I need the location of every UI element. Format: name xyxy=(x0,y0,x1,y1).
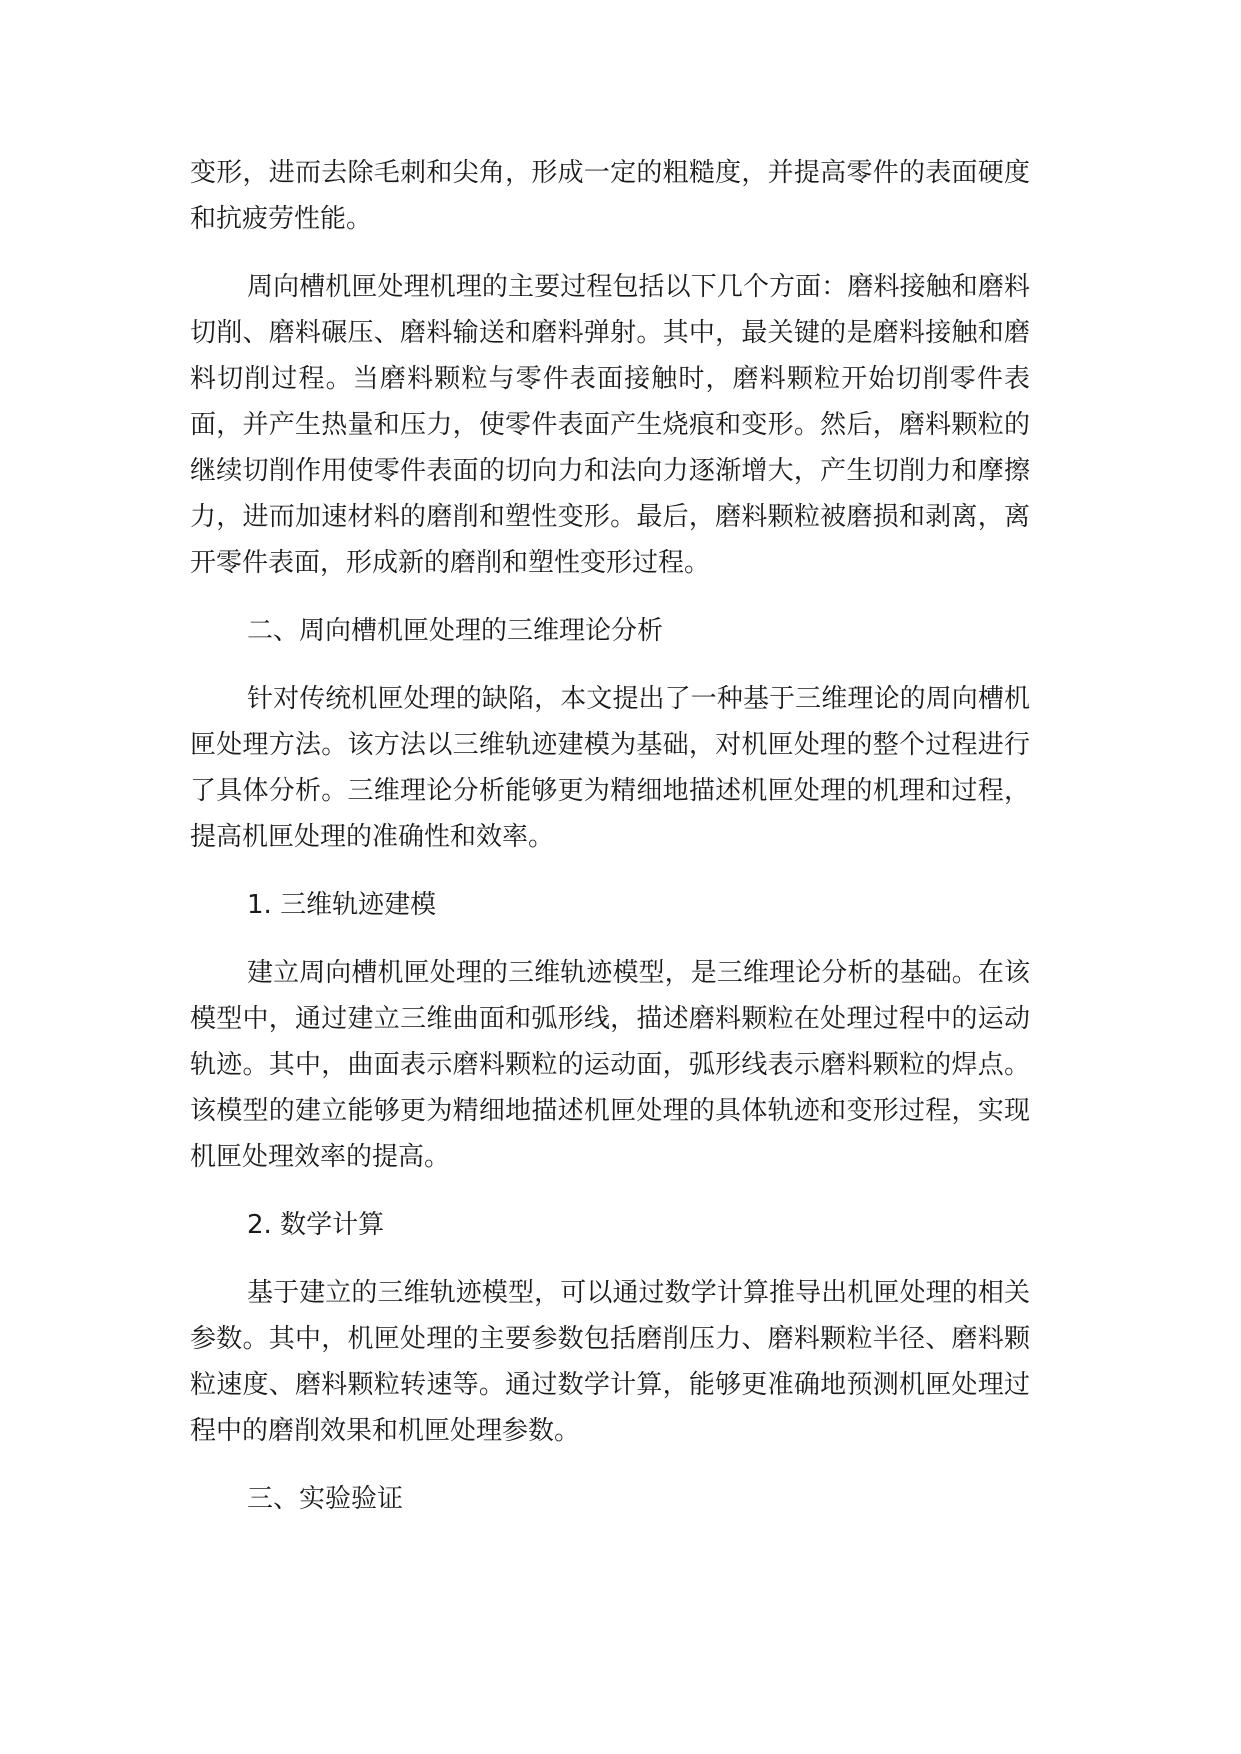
paragraph-3d-method: 针对传统机匣处理的缺陷，本文提出了一种基于三维理论的周向槽机匣处理方法。该方法以三维轨迹建模为基础，对机匣处理的整个过程进行了具体分析。三维理论分析能够更为精细地描述机匣处理的机理和过程，提高机匣处理的准确性和效率。 xyxy=(190,684,1030,852)
subsection-heading-2: 2. 数学计算 xyxy=(247,1210,385,1240)
paragraph-math-calculation: 基于建立的三维轨迹模型，可以通过数学计算推导出机匣处理的相关参数。其中，机匣处理的主要参数包括磨削压力、磨料颗粒半径、磨料颗粒速度、磨料颗粒转速等。通过数学计算，能够更准确地预测机匣处理过程中的磨削效果和机匣处理参数。 xyxy=(190,1278,1030,1446)
paragraph-continuation: 变形，进而去除毛刺和尖角，形成一定的粗糙度，并提高零件的表面硬度和抗疲劳性能。 xyxy=(190,158,1030,234)
subsection-heading-1: 1. 三维轨迹建模 xyxy=(247,890,437,920)
paragraph-mechanism-process: 周向槽机匣处理机理的主要过程包括以下几个方面：磨料接触和磨料切削、磨料碾压、磨料输送和磨料弹射。其中，最关键的是磨料接触和磨料切削过程。当磨料颗粒与零件表面接触时，磨料颗粒开始切削零件表面，并产生热量和压力，使零件表面产生烧痕和变形。然后，磨料颗粒的继续切削作用使零件表面的切向力和法向力逐渐增大，产生切削力和摩擦力，进而加速材料的磨削和塑性变形。最后，磨料颗粒被磨损和剥离，离开零件表面，形成新的磨削和塑性变形过程。 xyxy=(190,272,1030,578)
document-body xyxy=(190,150,1030,1544)
section-heading-2: 二、周向槽机匣处理的三维理论分析 xyxy=(247,616,664,646)
section-heading-3: 三、实验验证 xyxy=(247,1484,404,1514)
paragraph-trajectory-model: 建立周向槽机匣处理的三维轨迹模型，是三维理论分析的基础。在该模型中，通过建立三维曲面和弧形线，描述磨料颗粒在处理过程中的运动轨迹。其中，曲面表示磨料颗粒的运动面，弧形线表示磨料颗粒的焊点。该模型的建立能够更为精细地描述机匣处理的具体轨迹和变形过程，实现机匣处理效率的提高。 xyxy=(190,958,1030,1172)
